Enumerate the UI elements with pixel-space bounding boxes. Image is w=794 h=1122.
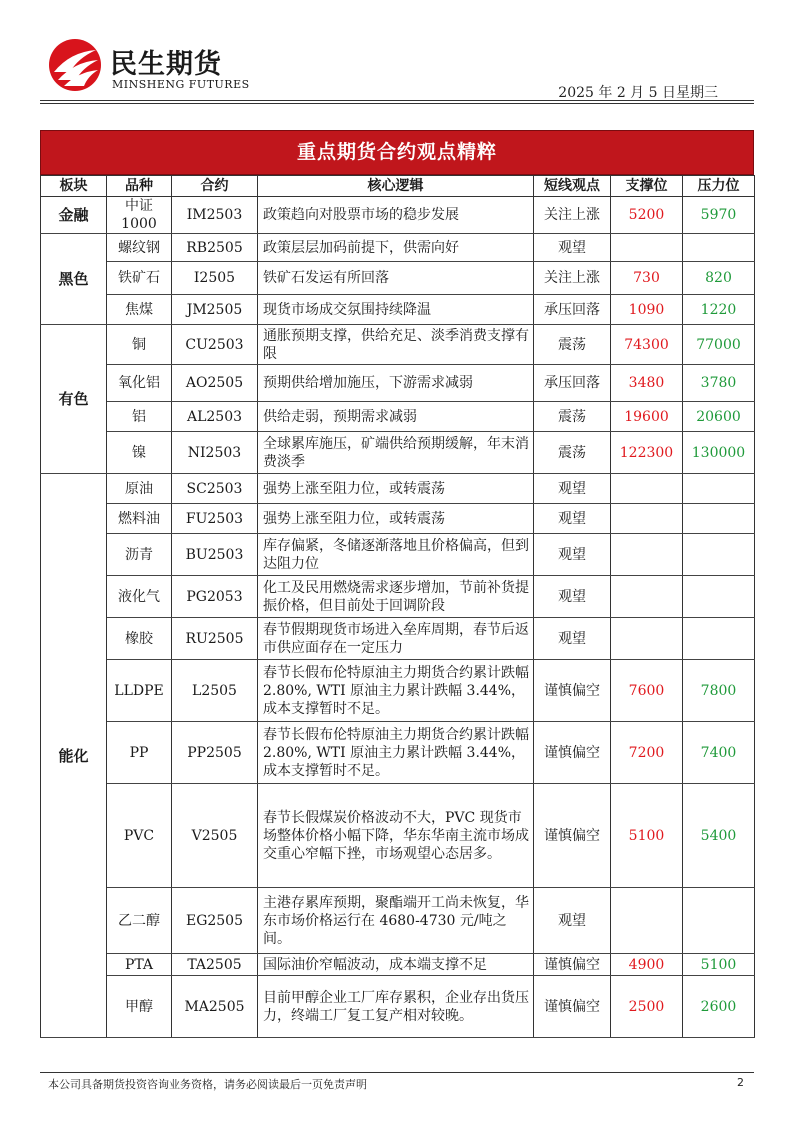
resist-cell: [683, 618, 755, 660]
variety-cell: 燃料油: [107, 504, 172, 534]
table-row: [41, 325, 755, 365]
view-cell: 震荡: [534, 325, 611, 365]
brand-name-cn: 民生期货: [110, 49, 222, 80]
logic-cell: 主港存累库预期，聚酯端开工尚未恢复，华东市场价格运行在 4680-4730 元/吨之间。: [258, 888, 534, 954]
contract-cell: V2505: [172, 784, 258, 888]
view-cell: 观望: [534, 888, 611, 954]
view-cell: 谨慎偏空: [534, 976, 611, 1038]
view-cell: 震荡: [534, 432, 611, 474]
table-header-row: [41, 176, 755, 197]
resist-cell: 7400: [683, 722, 755, 784]
contract-cell: TA2505: [172, 954, 258, 976]
view-cell: 承压回落: [534, 295, 611, 325]
support-cell: 5100: [611, 784, 683, 888]
resist-cell: [683, 474, 755, 504]
table-row: [41, 618, 755, 660]
variety-cell: 中证1000: [107, 197, 172, 234]
support-cell: [611, 888, 683, 954]
logic-cell: 全球累库施压，矿端供给预期缓解，年末消费淡季: [258, 432, 534, 474]
logic-cell: 春节长假煤炭价格波动不大，PVC 现货市场整体价格小幅下降，华东华南主流市场成交重心窄幅下挫，市场观望心态居多。: [258, 784, 534, 888]
page-number: 2: [737, 1076, 744, 1089]
footer-divider: [40, 1072, 754, 1073]
view-cell: 观望: [534, 504, 611, 534]
table-row: [41, 954, 755, 976]
resist-cell: 820: [683, 262, 755, 295]
variety-cell: 焦煤: [107, 295, 172, 325]
sector-cell: 有色: [41, 325, 107, 474]
col-header-view: 短线观点: [534, 176, 611, 197]
view-cell: 观望: [534, 234, 611, 262]
contract-cell: PG2053: [172, 576, 258, 618]
logic-cell: 强势上涨至阻力位，或转震荡: [258, 504, 534, 534]
resist-cell: [683, 234, 755, 262]
contract-cell: NI2503: [172, 432, 258, 474]
contract-cell: BU2503: [172, 534, 258, 576]
view-cell: 观望: [534, 576, 611, 618]
contract-cell: MA2505: [172, 976, 258, 1038]
table-row: [41, 262, 755, 295]
variety-cell: 氧化铝: [107, 365, 172, 402]
view-cell: 承压回落: [534, 365, 611, 402]
view-cell: 震荡: [534, 402, 611, 432]
logic-cell: 春节长假布伦特原油主力期货合约累计跌幅 2.80%, WTI 原油主力累计跌幅 3.44%，成本支撑暂时不足。: [258, 722, 534, 784]
variety-cell: 沥青: [107, 534, 172, 576]
contracts-table: [40, 175, 755, 1038]
contract-cell: L2505: [172, 660, 258, 722]
table-row: [41, 474, 755, 504]
logic-cell: 通胀预期支撑，供给充足、淡季消费支撑有限: [258, 325, 534, 365]
logic-cell: 政策层层加码前提下，供需向好: [258, 234, 534, 262]
logic-cell: 国际油价窄幅波动，成本端支撑不足: [258, 954, 534, 976]
table-row: [41, 722, 755, 784]
support-cell: 74300: [611, 325, 683, 365]
table-row: [41, 784, 755, 888]
support-cell: 2500: [611, 976, 683, 1038]
sector-cell: 金融: [41, 197, 107, 234]
logic-cell: 政策趋向对股票市场的稳步发展: [258, 197, 534, 234]
resist-cell: 5100: [683, 954, 755, 976]
table-row: [41, 432, 755, 474]
col-header-support: 支撑位: [611, 176, 683, 197]
variety-cell: 原油: [107, 474, 172, 504]
resist-cell: 7800: [683, 660, 755, 722]
logic-cell: 库存偏紧，冬储逐渐落地且价格偏高，但到达阻力位: [258, 534, 534, 576]
table-row: [41, 976, 755, 1038]
table-row: [41, 660, 755, 722]
header-divider-2: [40, 103, 754, 104]
logic-cell: 强势上涨至阻力位，或转震荡: [258, 474, 534, 504]
view-cell: 观望: [534, 534, 611, 576]
support-cell: 1090: [611, 295, 683, 325]
variety-cell: PTA: [107, 954, 172, 976]
variety-cell: 镍: [107, 432, 172, 474]
support-cell: [611, 504, 683, 534]
support-cell: [611, 534, 683, 576]
resist-cell: 3780: [683, 365, 755, 402]
support-cell: 122300: [611, 432, 683, 474]
col-header-logic: 核心逻辑: [258, 176, 534, 197]
support-cell: [611, 474, 683, 504]
support-cell: [611, 618, 683, 660]
contract-cell: AO2505: [172, 365, 258, 402]
resist-cell: [683, 534, 755, 576]
table-row: [41, 402, 755, 432]
support-cell: 7600: [611, 660, 683, 722]
view-cell: 关注上涨: [534, 197, 611, 234]
view-cell: 谨慎偏空: [534, 954, 611, 976]
report-date: 2025 年 2 月 5 日星期三: [558, 85, 718, 101]
contract-cell: RU2505: [172, 618, 258, 660]
resist-cell: [683, 888, 755, 954]
table-row: [41, 888, 755, 954]
resist-cell: 77000: [683, 325, 755, 365]
view-cell: 谨慎偏空: [534, 660, 611, 722]
key-contracts-panel: [40, 130, 754, 1038]
variety-cell: LLDPE: [107, 660, 172, 722]
resist-cell: [683, 576, 755, 618]
table-row: [41, 504, 755, 534]
logic-cell: 目前甲醇企业工厂库存累积，企业存出货压力，终端工厂复工复产相对较晚。: [258, 976, 534, 1038]
logic-cell: 铁矿石发运有所回落: [258, 262, 534, 295]
header-divider: [40, 100, 754, 101]
col-header-contract: 合约: [172, 176, 258, 197]
support-cell: 3480: [611, 365, 683, 402]
contract-cell: PP2505: [172, 722, 258, 784]
contract-cell: RB2505: [172, 234, 258, 262]
contract-cell: EG2505: [172, 888, 258, 954]
variety-cell: 液化气: [107, 576, 172, 618]
variety-cell: 橡胶: [107, 618, 172, 660]
contract-cell: AL2503: [172, 402, 258, 432]
view-cell: 观望: [534, 618, 611, 660]
logic-cell: 预期供给增加施压，下游需求减弱: [258, 365, 534, 402]
variety-cell: 甲醇: [107, 976, 172, 1038]
view-cell: 观望: [534, 474, 611, 504]
resist-cell: 20600: [683, 402, 755, 432]
support-cell: [611, 576, 683, 618]
minsheng-logo-icon: [48, 38, 102, 92]
col-header-resist: 压力位: [683, 176, 755, 197]
logic-cell: 春节长假布伦特原油主力期货合约累计跌幅 2.80%, WTI 原油主力累计跌幅 3.44%，成本支撑暂时不足。: [258, 660, 534, 722]
contract-cell: I2505: [172, 262, 258, 295]
resist-cell: 1220: [683, 295, 755, 325]
contract-cell: FU2503: [172, 504, 258, 534]
view-cell: 谨慎偏空: [534, 784, 611, 888]
variety-cell: 乙二醇: [107, 888, 172, 954]
resist-cell: 5970: [683, 197, 755, 234]
table-row: [41, 534, 755, 576]
view-cell: 关注上涨: [534, 262, 611, 295]
support-cell: [611, 234, 683, 262]
variety-cell: 铜: [107, 325, 172, 365]
col-header-variety: 品种: [107, 176, 172, 197]
table-row: [41, 234, 755, 262]
variety-cell: 铝: [107, 402, 172, 432]
support-cell: 5200: [611, 197, 683, 234]
table-row: [41, 295, 755, 325]
support-cell: 730: [611, 262, 683, 295]
resist-cell: 2600: [683, 976, 755, 1038]
contract-cell: IM2503: [172, 197, 258, 234]
variety-cell: PP: [107, 722, 172, 784]
table-row: [41, 365, 755, 402]
sector-cell: 黑色: [41, 234, 107, 325]
panel-title: 重点期货合约观点精粹: [40, 130, 754, 175]
variety-cell: PVC: [107, 784, 172, 888]
view-cell: 谨慎偏空: [534, 722, 611, 784]
variety-cell: 螺纹钢: [107, 234, 172, 262]
logic-cell: 春节假期现货市场进入垒库周期，春节后返市供应面存在一定压力: [258, 618, 534, 660]
col-header-sector: 板块: [41, 176, 107, 197]
footer-disclaimer: 本公司具备期货投资咨询业务资格，请务必阅读最后一页免责声明: [48, 1078, 367, 1091]
table-row: [41, 197, 755, 234]
table-body: [41, 197, 755, 1038]
support-cell: 7200: [611, 722, 683, 784]
support-cell: 19600: [611, 402, 683, 432]
resist-cell: 5400: [683, 784, 755, 888]
contract-cell: CU2503: [172, 325, 258, 365]
brand-name-en: MINSHENG FUTURES: [112, 78, 250, 91]
logic-cell: 化工及民用燃烧需求逐步增加，节前补货提振价格，但目前处于回调阶段: [258, 576, 534, 618]
support-cell: 4900: [611, 954, 683, 976]
resist-cell: 130000: [683, 432, 755, 474]
sector-cell: 能化: [41, 474, 107, 1038]
contract-cell: JM2505: [172, 295, 258, 325]
table-row: [41, 576, 755, 618]
logic-cell: 供给走弱，预期需求减弱: [258, 402, 534, 432]
logic-cell: 现货市场成交氛围持续降温: [258, 295, 534, 325]
resist-cell: [683, 504, 755, 534]
variety-cell: 铁矿石: [107, 262, 172, 295]
contract-cell: SC2503: [172, 474, 258, 504]
